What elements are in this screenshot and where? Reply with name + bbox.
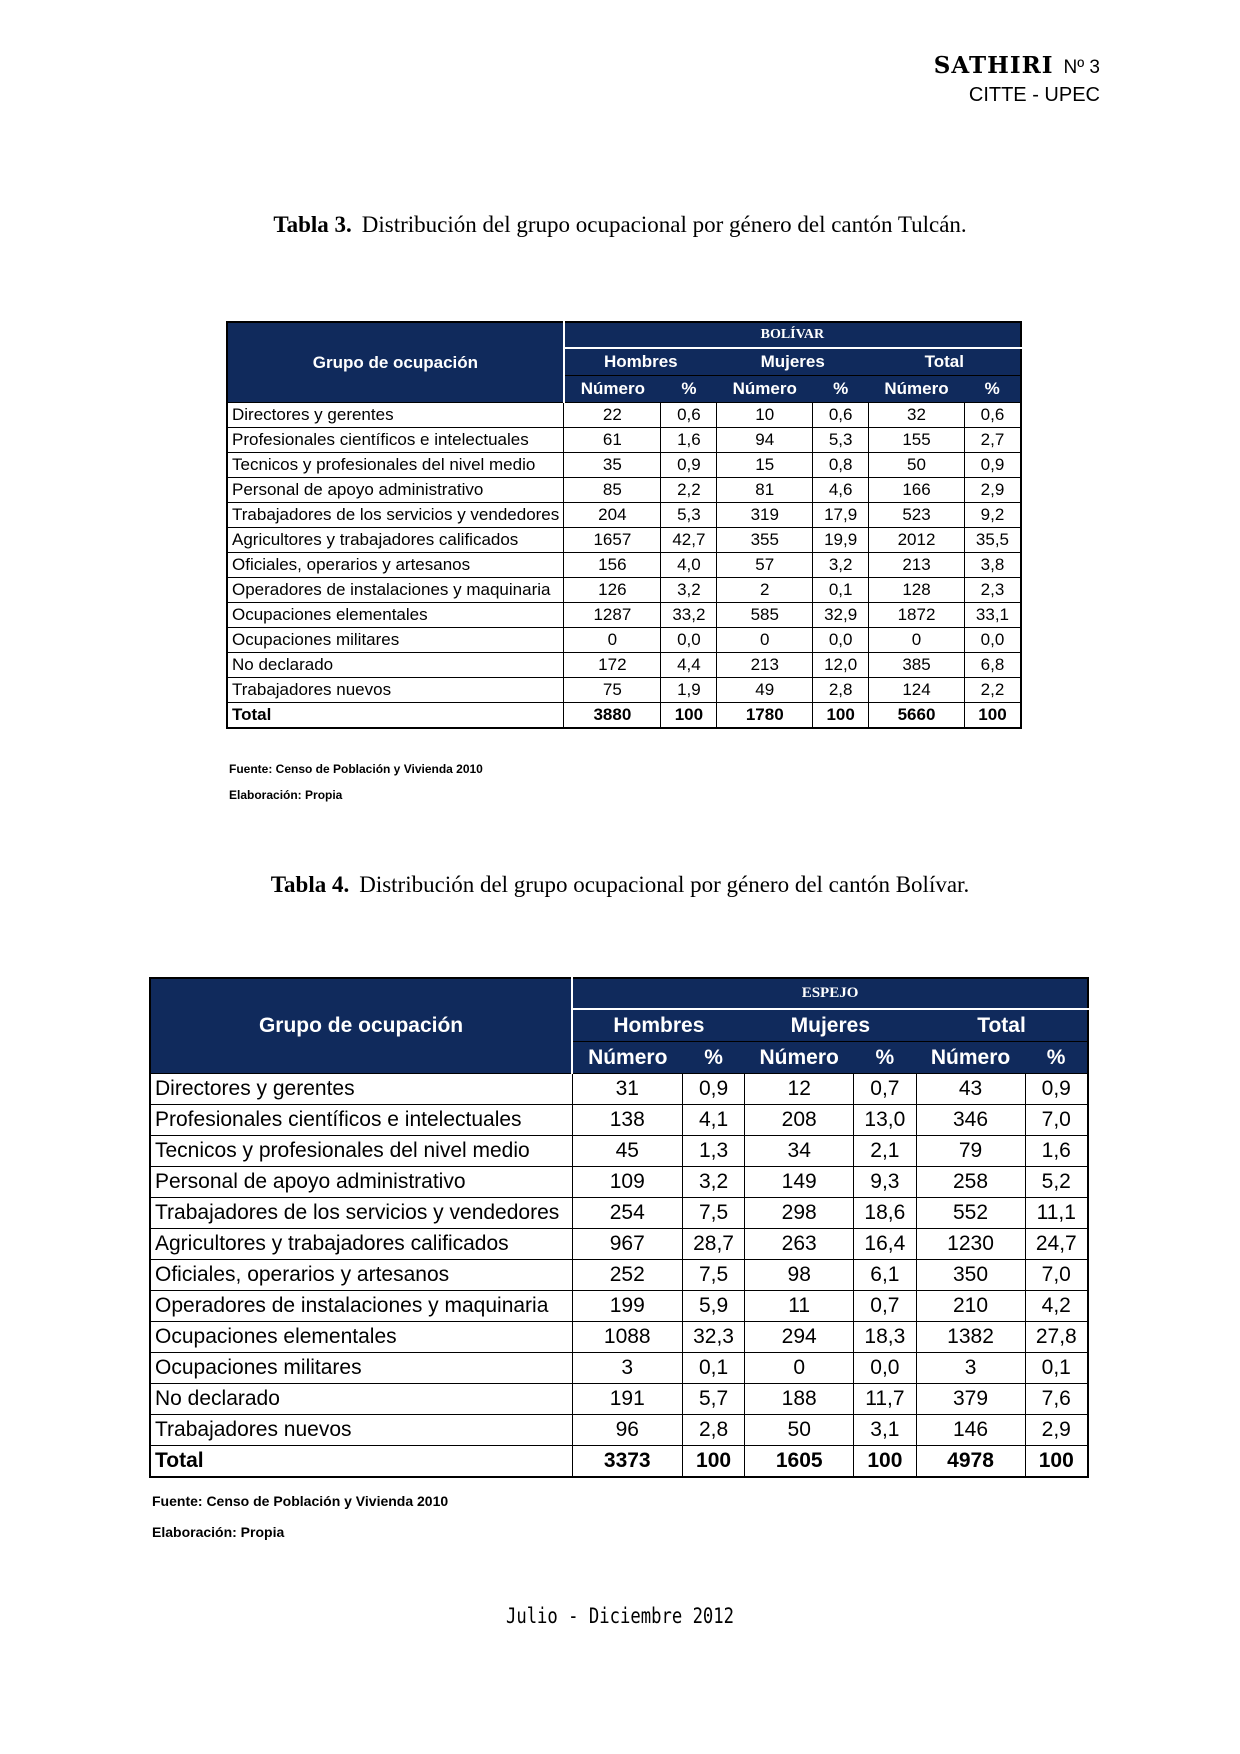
journal-line: [934, 52, 1100, 82]
table-cell: 0: [869, 628, 965, 653]
row-label: Ocupaciones militares: [150, 1353, 572, 1384]
table3-col-pct: %: [964, 376, 1021, 403]
table-cell: 0,9: [1025, 1074, 1088, 1105]
table-cell: 156: [564, 553, 661, 578]
table-cell: 2,2: [661, 478, 717, 503]
table4-col-numero: Número: [745, 1042, 854, 1074]
table-row: [227, 503, 1021, 528]
table-cell: 11,7: [854, 1384, 916, 1415]
table-cell: 0,9: [964, 453, 1021, 478]
row-label: Trabajadores nuevos: [150, 1415, 572, 1446]
table3-col-mujeres: Mujeres: [717, 348, 869, 376]
table3-col-numero: Número: [717, 376, 813, 403]
row-label: Total: [227, 703, 564, 729]
table-cell: 5660: [869, 703, 965, 729]
table4-col-numero: Número: [916, 1042, 1025, 1074]
table-cell: 100: [854, 1446, 916, 1478]
table-row: [150, 1136, 1088, 1167]
table4-source: Fuente: Censo de Población y Vivienda 2010: [152, 1493, 449, 1509]
table-cell: 0,1: [813, 578, 869, 603]
table-cell: 100: [682, 1446, 744, 1478]
table3-caption-label: Tabla 3.: [273, 212, 352, 237]
table-cell: 0: [564, 628, 661, 653]
table-cell: 0,1: [682, 1353, 744, 1384]
table3-col-pct: %: [661, 376, 717, 403]
table-cell: 346: [916, 1105, 1025, 1136]
table4-col-total: Total: [916, 1009, 1088, 1042]
table-cell: 967: [572, 1229, 682, 1260]
table-cell: 155: [869, 428, 965, 453]
table-cell: 9,3: [854, 1167, 916, 1198]
table-cell: 4978: [916, 1446, 1025, 1478]
table-cell: 166: [869, 478, 965, 503]
table-cell: 4,2: [1025, 1291, 1088, 1322]
row-label: Directores y gerentes: [150, 1074, 572, 1105]
table-cell: 3,1: [854, 1415, 916, 1446]
table-cell: 258: [916, 1167, 1025, 1198]
table-cell: 3373: [572, 1446, 682, 1478]
table-row: [227, 578, 1021, 603]
table-row: [150, 1105, 1088, 1136]
table-cell: 11: [745, 1291, 854, 1322]
table-cell: 7,0: [1025, 1105, 1088, 1136]
table3-region-header: BOLÍVAR: [564, 322, 1021, 348]
table-cell: 3,8: [964, 553, 1021, 578]
table-cell: 42,7: [661, 528, 717, 553]
table-cell: 1,6: [661, 428, 717, 453]
table-cell: 2,3: [964, 578, 1021, 603]
table4-group-header: Grupo de ocupación: [150, 978, 572, 1074]
table-row: [150, 1074, 1088, 1105]
table-cell: 0,7: [854, 1074, 916, 1105]
table-cell: 18,6: [854, 1198, 916, 1229]
table-cell: 2,9: [964, 478, 1021, 503]
table-row: [227, 528, 1021, 553]
table-cell: 100: [964, 703, 1021, 729]
row-label: Total: [150, 1446, 572, 1478]
table-cell: 210: [916, 1291, 1025, 1322]
table-cell: 94: [717, 428, 813, 453]
row-label: Trabajadores nuevos: [227, 678, 564, 703]
table-cell: 128: [869, 578, 965, 603]
row-label: Ocupaciones elementales: [150, 1322, 572, 1353]
table-cell: 10: [717, 403, 813, 428]
table-cell: 33,1: [964, 603, 1021, 628]
table-cell: 100: [1025, 1446, 1088, 1478]
table-cell: 124: [869, 678, 965, 703]
table-cell: 2: [717, 578, 813, 603]
table-cell: 50: [745, 1415, 854, 1446]
row-label: Trabajadores de los servicios y vendedores: [150, 1198, 572, 1229]
table-cell: 126: [564, 578, 661, 603]
row-label: Tecnicos y profesionales del nivel medio: [227, 453, 564, 478]
table4-col-pct: %: [1025, 1042, 1088, 1074]
table-cell: 294: [745, 1322, 854, 1353]
table-cell: 4,1: [682, 1105, 744, 1136]
table-cell: 523: [869, 503, 965, 528]
table-cell: 3,2: [661, 578, 717, 603]
table-cell: 12: [745, 1074, 854, 1105]
table-cell: 27,8: [1025, 1322, 1088, 1353]
table-cell: 4,4: [661, 653, 717, 678]
table-cell: 1,6: [1025, 1136, 1088, 1167]
table-cell: 85: [564, 478, 661, 503]
table3-col-total: Total: [869, 348, 1021, 376]
page-footer: Julio - Diciembre 2012: [505, 1604, 735, 1628]
table4: [149, 977, 1089, 1478]
issue-number: Nº 3: [1063, 57, 1100, 78]
table-cell: 9,2: [964, 503, 1021, 528]
table-row: [150, 1291, 1088, 1322]
table-cell: 3880: [564, 703, 661, 729]
table-row: [150, 1446, 1088, 1478]
table-cell: 3,2: [682, 1167, 744, 1198]
table-cell: 7,0: [1025, 1260, 1088, 1291]
table-cell: 0,9: [682, 1074, 744, 1105]
table-row: [227, 403, 1021, 428]
table-cell: 24,7: [1025, 1229, 1088, 1260]
table-cell: 208: [745, 1105, 854, 1136]
table4-elaboration: Elaboración: Propia: [152, 1524, 285, 1540]
table-row: [227, 603, 1021, 628]
table3-col-hombres: Hombres: [564, 348, 717, 376]
table-row: [150, 1415, 1088, 1446]
table-cell: 1657: [564, 528, 661, 553]
page-header: [934, 52, 1100, 108]
table-cell: 28,7: [682, 1229, 744, 1260]
table-row: [227, 453, 1021, 478]
table-cell: 57: [717, 553, 813, 578]
table-cell: 0,0: [854, 1353, 916, 1384]
table-cell: 7,5: [682, 1260, 744, 1291]
table-cell: 6,8: [964, 653, 1021, 678]
table3-source: Fuente: Censo de Población y Vivienda 2010: [229, 762, 483, 776]
table-cell: 2012: [869, 528, 965, 553]
table-cell: 0,0: [964, 628, 1021, 653]
table-cell: 2,9: [1025, 1415, 1088, 1446]
table-row: [227, 478, 1021, 503]
table-cell: 252: [572, 1260, 682, 1291]
table-cell: 379: [916, 1384, 1025, 1415]
table-cell: 32,9: [813, 603, 869, 628]
row-label: Profesionales científicos e intelectuales: [227, 428, 564, 453]
table-cell: 0,9: [661, 453, 717, 478]
table-cell: 3,2: [813, 553, 869, 578]
table-cell: 0,6: [661, 403, 717, 428]
table-cell: 12,0: [813, 653, 869, 678]
row-label: No declarado: [150, 1384, 572, 1415]
row-label: No declarado: [227, 653, 564, 678]
table-cell: 138: [572, 1105, 682, 1136]
table-cell: 50: [869, 453, 965, 478]
row-label: Ocupaciones militares: [227, 628, 564, 653]
table4-col-mujeres: Mujeres: [745, 1009, 916, 1042]
table-cell: 5,9: [682, 1291, 744, 1322]
table3-caption: [0, 212, 1240, 238]
table-cell: 385: [869, 653, 965, 678]
table-row: [227, 553, 1021, 578]
table-row: [150, 1260, 1088, 1291]
table4-col-numero: Número: [572, 1042, 682, 1074]
table-cell: 2,2: [964, 678, 1021, 703]
table-cell: 1,9: [661, 678, 717, 703]
table-cell: 199: [572, 1291, 682, 1322]
table-row: [227, 703, 1021, 729]
table-row: [150, 1198, 1088, 1229]
row-label: Tecnicos y profesionales del nivel medio: [150, 1136, 572, 1167]
row-label: Operadores de instalaciones y maquinaria: [227, 578, 564, 603]
table-cell: 34: [745, 1136, 854, 1167]
table3-col-numero: Número: [564, 376, 661, 403]
table-cell: 0,6: [964, 403, 1021, 428]
table3-body: [227, 403, 1021, 729]
table-cell: 2,7: [964, 428, 1021, 453]
table-cell: 1230: [916, 1229, 1025, 1260]
row-label: Personal de apoyo administrativo: [150, 1167, 572, 1198]
table-cell: 188: [745, 1384, 854, 1415]
table-cell: 1872: [869, 603, 965, 628]
table-cell: 2,8: [682, 1415, 744, 1446]
table-cell: 16,4: [854, 1229, 916, 1260]
table-cell: 3: [572, 1353, 682, 1384]
table-cell: 0: [717, 628, 813, 653]
table4-caption-label: Tabla 4.: [270, 872, 350, 897]
table3-elaboration: Elaboración: Propia: [229, 788, 343, 802]
table-cell: 4,6: [813, 478, 869, 503]
row-label: Directores y gerentes: [227, 403, 564, 428]
row-label: Trabajadores de los servicios y vendedores: [227, 503, 564, 528]
table-cell: 552: [916, 1198, 1025, 1229]
table-row: [150, 1167, 1088, 1198]
table-cell: 4,0: [661, 553, 717, 578]
table-cell: 172: [564, 653, 661, 678]
table-cell: 100: [813, 703, 869, 729]
table4-caption-text: Distribución del grupo ocupacional por género del cantón Bolívar.: [359, 872, 970, 897]
table-cell: 149: [745, 1167, 854, 1198]
table-cell: 0,8: [813, 453, 869, 478]
table-cell: 2,1: [854, 1136, 916, 1167]
table-cell: 0,7: [854, 1291, 916, 1322]
table-cell: 33,2: [661, 603, 717, 628]
table-cell: 1,3: [682, 1136, 744, 1167]
table3-col-numero: Número: [869, 376, 965, 403]
table-cell: 19,9: [813, 528, 869, 553]
institution: CITTE - UPEC: [968, 84, 1100, 106]
table-cell: 43: [916, 1074, 1025, 1105]
journal-name: SATHIRI: [933, 52, 1054, 79]
table-cell: 0,6: [813, 403, 869, 428]
row-label: Oficiales, operarios y artesanos: [227, 553, 564, 578]
table4-body: [150, 1074, 1088, 1478]
table-cell: 146: [916, 1415, 1025, 1446]
table-cell: 0,1: [1025, 1353, 1088, 1384]
table3-group-header: Grupo de ocupación: [227, 322, 564, 403]
table4-col-pct: %: [682, 1042, 744, 1074]
row-label: Operadores de instalaciones y maquinaria: [150, 1291, 572, 1322]
table-row: [227, 428, 1021, 453]
table4-col-pct: %: [854, 1042, 916, 1074]
table-cell: 298: [745, 1198, 854, 1229]
table-cell: 96: [572, 1415, 682, 1446]
table4-caption: [0, 872, 1240, 898]
table4-region-header: ESPEJO: [572, 978, 1088, 1009]
table-cell: 35,5: [964, 528, 1021, 553]
table-cell: 61: [564, 428, 661, 453]
table-cell: 35: [564, 453, 661, 478]
table-row: [227, 678, 1021, 703]
table-cell: 75: [564, 678, 661, 703]
table3-caption-text: Distribución del grupo ocupacional por género del cantón Tulcán.: [361, 212, 967, 237]
table-cell: 18,3: [854, 1322, 916, 1353]
table-cell: 1780: [717, 703, 813, 729]
table-cell: 1382: [916, 1322, 1025, 1353]
table-cell: 7,5: [682, 1198, 744, 1229]
table4-col-hombres: Hombres: [572, 1009, 745, 1042]
table-cell: 5,3: [813, 428, 869, 453]
row-label: Profesionales científicos e intelectuales: [150, 1105, 572, 1136]
table-cell: 204: [564, 503, 661, 528]
table-cell: 6,1: [854, 1260, 916, 1291]
table-cell: 350: [916, 1260, 1025, 1291]
table-cell: 81: [717, 478, 813, 503]
table-cell: 0,0: [661, 628, 717, 653]
table-cell: 79: [916, 1136, 1025, 1167]
table3-col-pct: %: [813, 376, 869, 403]
table-cell: 109: [572, 1167, 682, 1198]
table-cell: 213: [869, 553, 965, 578]
table-cell: 2,8: [813, 678, 869, 703]
table-row: [150, 1384, 1088, 1415]
table-cell: 13,0: [854, 1105, 916, 1136]
table-cell: 7,6: [1025, 1384, 1088, 1415]
table-row: [150, 1229, 1088, 1260]
table-cell: 45: [572, 1136, 682, 1167]
table-cell: 49: [717, 678, 813, 703]
table-cell: 17,9: [813, 503, 869, 528]
table3: [226, 321, 1022, 729]
row-label: Agricultores y trabajadores calificados: [227, 528, 564, 553]
table-cell: 0,0: [813, 628, 869, 653]
table-cell: 32,3: [682, 1322, 744, 1353]
table-cell: 319: [717, 503, 813, 528]
table-row: [150, 1322, 1088, 1353]
table-cell: 1088: [572, 1322, 682, 1353]
row-label: Agricultores y trabajadores calificados: [150, 1229, 572, 1260]
table-cell: 11,1: [1025, 1198, 1088, 1229]
table-cell: 100: [661, 703, 717, 729]
table-cell: 254: [572, 1198, 682, 1229]
row-label: Ocupaciones elementales: [227, 603, 564, 628]
table-cell: 1287: [564, 603, 661, 628]
table-row: [227, 628, 1021, 653]
table-cell: 32: [869, 403, 965, 428]
row-label: Personal de apoyo administrativo: [227, 478, 564, 503]
table-cell: 5,2: [1025, 1167, 1088, 1198]
row-label: Oficiales, operarios y artesanos: [150, 1260, 572, 1291]
table-cell: 263: [745, 1229, 854, 1260]
table-cell: 98: [745, 1260, 854, 1291]
table-cell: 213: [717, 653, 813, 678]
table-cell: 22: [564, 403, 661, 428]
table-cell: 3: [916, 1353, 1025, 1384]
table-cell: 355: [717, 528, 813, 553]
table-cell: 585: [717, 603, 813, 628]
table-row: [150, 1353, 1088, 1384]
table-cell: 5,3: [661, 503, 717, 528]
table-cell: 1605: [745, 1446, 854, 1478]
table-cell: 5,7: [682, 1384, 744, 1415]
table-cell: 0: [745, 1353, 854, 1384]
table-cell: 31: [572, 1074, 682, 1105]
table-row: [227, 653, 1021, 678]
table-cell: 191: [572, 1384, 682, 1415]
table-cell: 15: [717, 453, 813, 478]
